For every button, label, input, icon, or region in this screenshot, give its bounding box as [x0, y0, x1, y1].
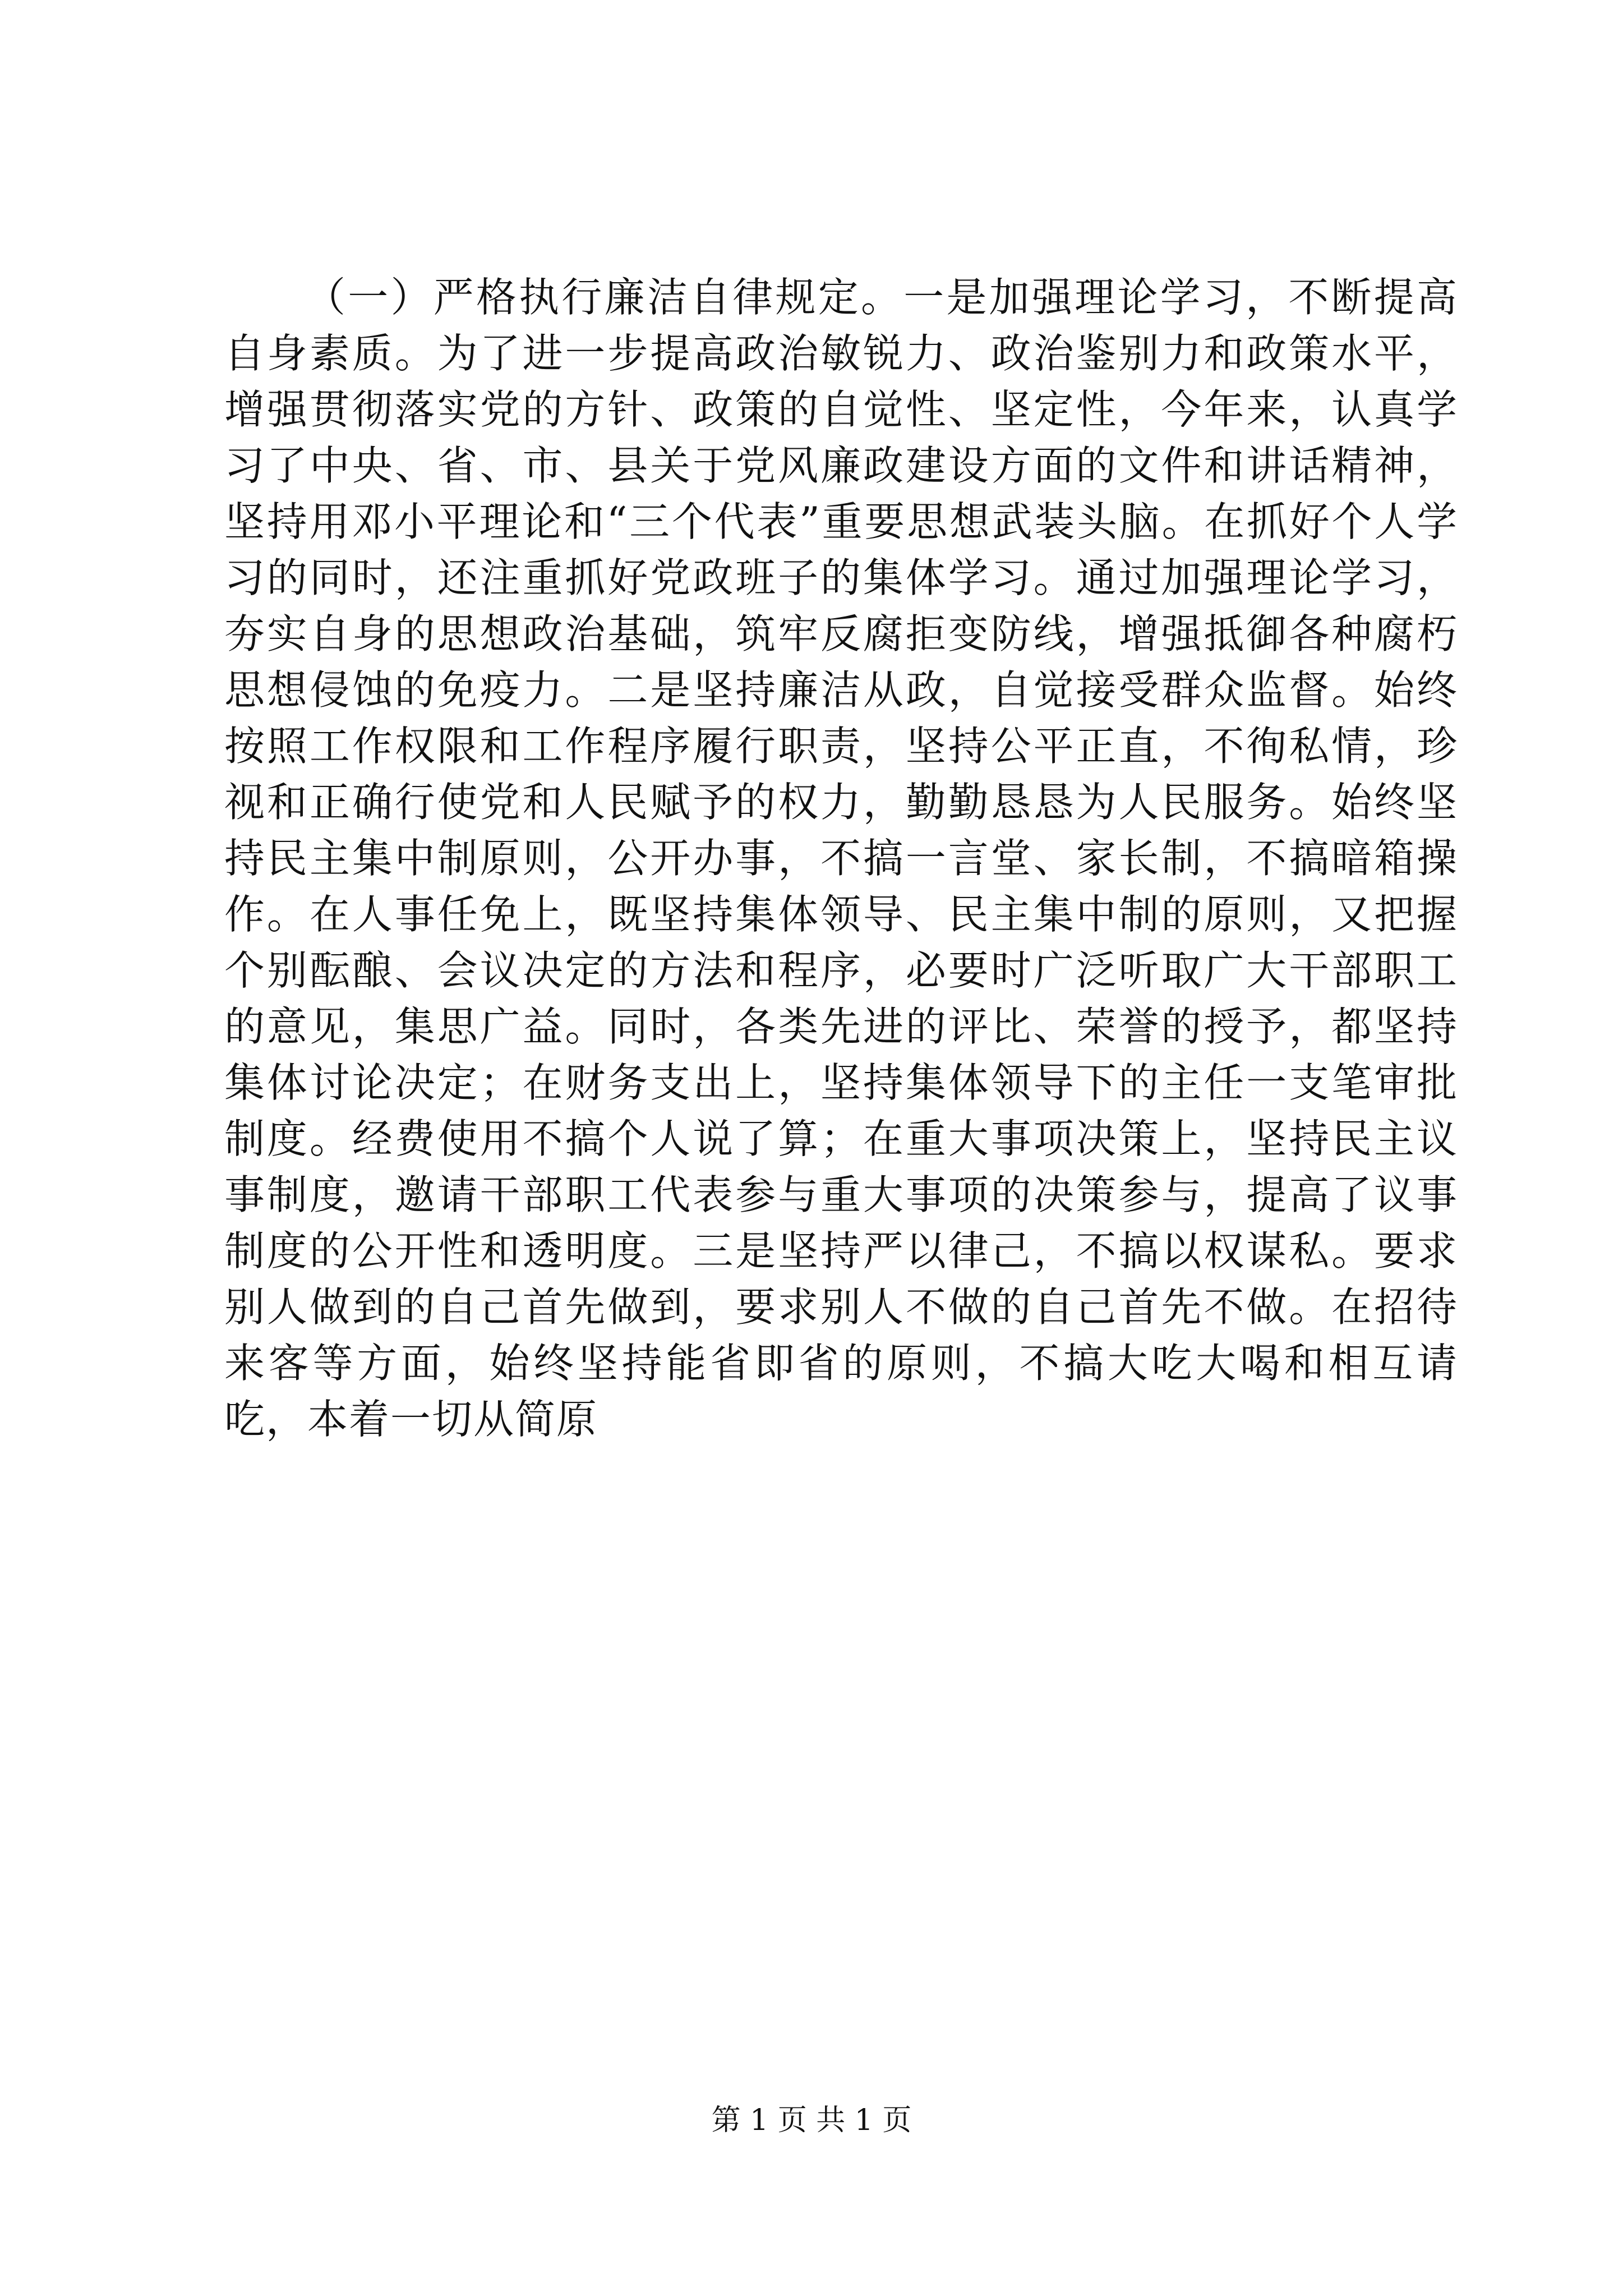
page-footer: 第 1 页 共 1 页	[711, 2104, 912, 2137]
paragraph: （一）严格执行廉洁自律规定。一是加强理论学习，不断提高自身素质。为了进一步提高政治敏锐力、政治鉴别力和政策水平，增强贯彻落实党的方针、政策的自觉性、坚定性，今年来，认真学习了中央、省、市、县关于党风廉政建设方面的文件和讲话精神，坚持用邓小平理论和“三个代表”重要思想武装头脑。在抓好个人学习的同时，还注重抓好党政班子的集体学习。通过加强理论学习，夯实自身的思想政治基础，筑牢反腐拒变防线，增强抵御各种腐朽思想侵蚀的免疫力。二是坚持廉洁从政，自觉接受群众监督。始终按照工作权限和工作程序履行职责，坚持公平正直，不徇私情，珍视和正确行使党和人民赋予的权力，勤勤恳恳为人民服务。始终坚持民主集中制原则，公开办事，不搞一言堂、家长制，不搞暗箱操作。在人事任免上，既坚持集体领导、民主集中制的原则，又把握个别酝酿、会议决定的方法和程序，必要时广泛听取广大干部职工的意见，集思广益。同时，各类先进的评比、荣誉的授予，都坚持集体讨论决定；在财务支出上，坚持集体领导下的主任一支笔审批制度。经费使用不搞个人说了算；在重大事项决策上，坚持民主议事制度，邀请干部职工代表参与重大事项的决策参与，提高了议事制度的公开性和透明度。三是坚持严以律己，不搞以权谋私。要求别人做到的自己首先做到，要求别人不做的自己首先不做。在招待来客等方面，始终坚持能省即省的原则，不搞大吃大喝和相互请吃，本着一切从简原	[224, 274, 1458, 1443]
body-text	[224, 269, 1458, 1447]
